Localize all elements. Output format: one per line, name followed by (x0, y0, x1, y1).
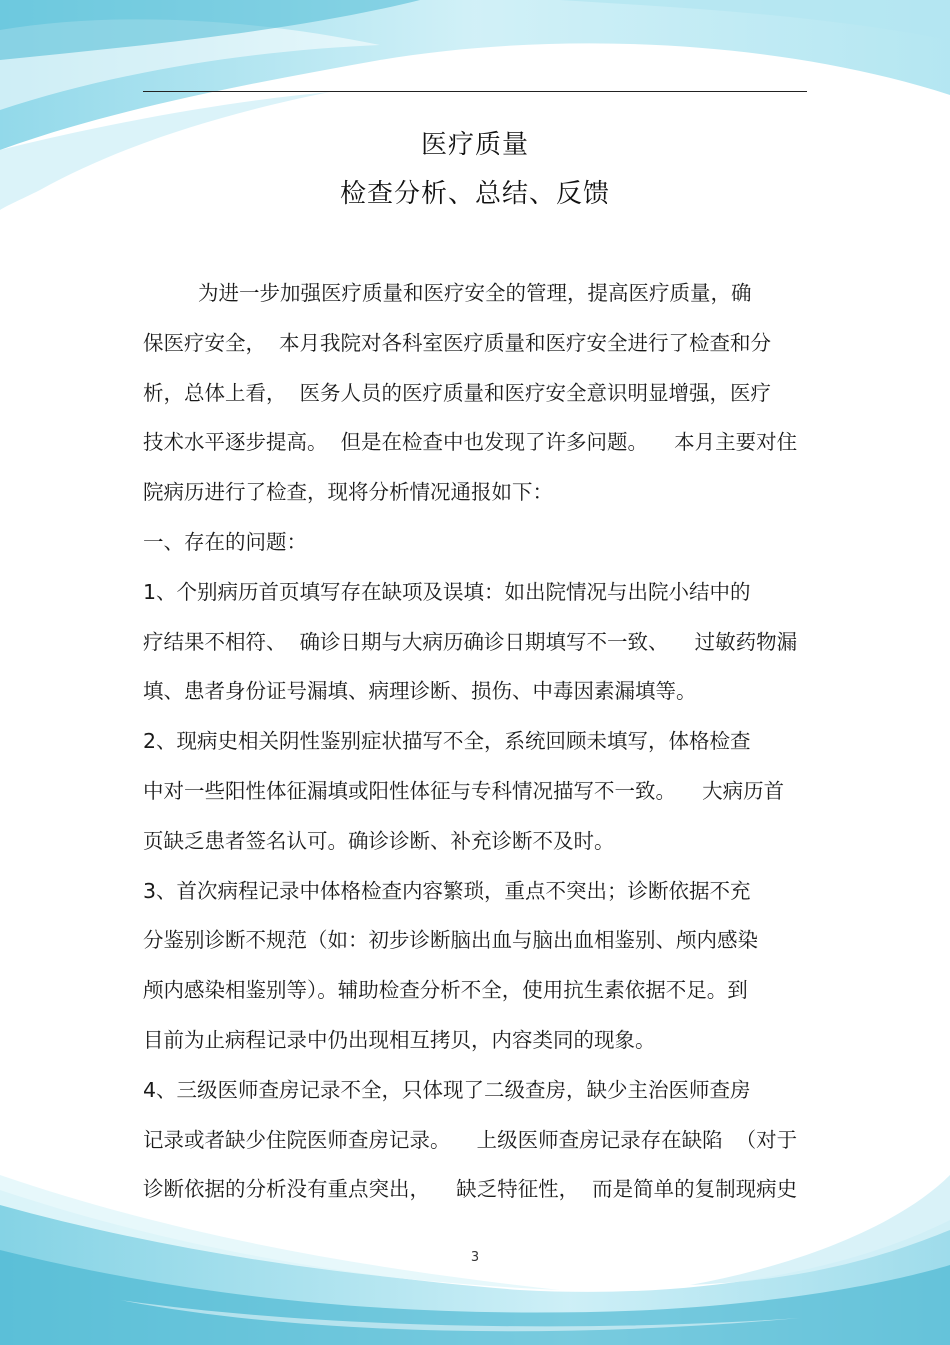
section-heading: 一、存在的问题： (143, 529, 307, 554)
document-subtitle: 检查分析、总结、反馈 (339, 179, 610, 209)
body-line: 填、患者身份证号漏填、病理诊断、损伤、中毒因素漏填等。 (143, 679, 697, 704)
body-line: 中对一些阳性体征漏填或阳性体征与专科情况描写不一致。 大病历首 (143, 778, 785, 803)
body-line: 目前为止病程记录中仍出现相互拷贝，内容类同的现象。 (143, 1027, 656, 1052)
body-line: 分鉴别诊断不规范（如：初步诊断脑出血与脑出血相鉴别、颅内感染 (143, 928, 758, 953)
document-body (143, 276, 807, 1222)
header-rule (143, 91, 807, 92)
body-line: 技术水平逐步提高。 但是在检查中也发现了许多问题。 本月主要对住 (143, 430, 798, 455)
body-line: 3、首次病程记录中体格检查内容繁琐，重点不突出；诊断依据不充 (143, 878, 751, 903)
body-line: 院病历进行了检查，现将分析情况通报如下： (143, 480, 553, 505)
body-line: 颅内感染相鉴别等）。辅助检查分析不全，使用抗生素依据不足。到 (143, 978, 748, 1003)
body-line: 记录或者缺少住院医师查房记录。 上级医师查房记录存在缺陷 （对于 (143, 1127, 798, 1152)
body-line: 2、现病史相关阴性鉴别症状描写不全，系统回顾未填写，体格检查 (143, 729, 751, 754)
body-line: 析，总体上看， 医务人员的医疗质量和医疗安全意识明显增强，医疗 (143, 380, 772, 405)
page-number: 3 (470, 1250, 480, 1265)
document-title: 医疗质量 (420, 130, 529, 160)
body-line: 诊断依据的分析没有重点突出， 缺乏特征性， 而是简单的复制现病史 (143, 1177, 798, 1202)
body-line: 1、个别病历首页填写存在缺项及误填：如出院情况与出院小结中的 (143, 579, 751, 604)
body-line: 为进一步加强医疗质量和医疗安全的管理，提高医疗质量，确 (198, 281, 752, 305)
body-line: 保医疗安全， 本月我院对各科室医疗质量和医疗安全进行了检查和分 (143, 330, 772, 355)
body-line: 4、三级医师查房记录不全，只体现了二级查房，缺少主治医师查房 (143, 1077, 751, 1102)
body-line: 页缺乏患者签名认可。确诊诊断、补充诊断不及时。 (143, 828, 615, 853)
body-line: 疗结果不相符、 确诊日期与大病历确诊日期填写不一致、 过敏药物漏 (143, 629, 798, 654)
